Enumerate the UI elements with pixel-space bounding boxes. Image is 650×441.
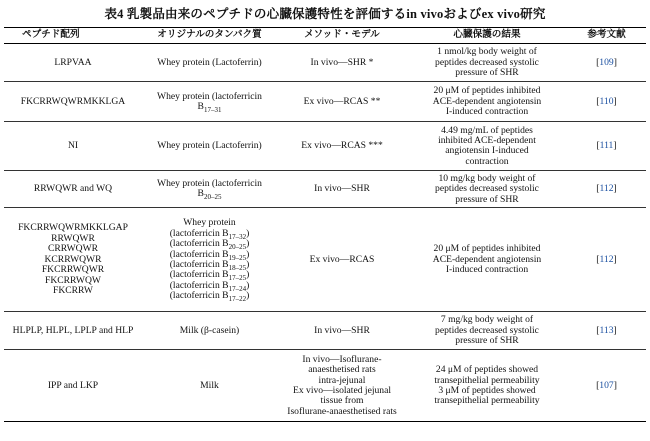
protein-line: [145, 290, 274, 304]
protein-text: B: [197, 100, 204, 112]
result-line: peptides decreased systolic: [435, 183, 539, 195]
peptide-sequence: HLPLP, HLPL, LPLP and HLP: [12, 324, 134, 336]
protein-text: Whey protein (lactoferricin: [157, 178, 262, 189]
method-line: Ex vivo—RCAS **: [303, 95, 381, 107]
original-protein-cell: [142, 171, 277, 208]
reference-link[interactable]: 112: [599, 253, 614, 265]
method-line: tissue from: [320, 395, 364, 407]
protein-suffix: ): [246, 269, 250, 281]
protein-subscript: 20–25: [203, 193, 222, 202]
reference-bracket-open: [: [596, 140, 600, 152]
method-model-cell: [277, 82, 407, 122]
reference-cell: [567, 350, 646, 422]
protein-text: Whey protein (lactoferricin: [157, 90, 262, 102]
result-line: 20 μM of peptides inhibited: [433, 85, 541, 97]
header-references: 参考文献: [567, 28, 646, 44]
result-cell: [407, 171, 567, 208]
result-cell: [407, 44, 567, 82]
protein-text: Whey protein: [183, 217, 236, 229]
result-cell: [407, 208, 567, 312]
reference-cell: [567, 171, 646, 208]
method-line: intra-jejunal: [318, 374, 366, 386]
method-line: In vivo—Isoflurane-: [302, 353, 382, 365]
method-line: In vivo—SHR: [314, 183, 370, 195]
result-line: contraction: [465, 155, 509, 167]
reference-link[interactable]: 111: [599, 140, 614, 152]
protein-subscript: 17–31: [203, 105, 222, 114]
reference-link[interactable]: 110: [599, 95, 614, 107]
protein-text: (lactoferricin B: [169, 227, 229, 239]
result-cell: [407, 350, 567, 422]
peptide-sequence-cell: [4, 44, 142, 82]
result-cell: [407, 312, 567, 350]
method-model-cell: [277, 312, 407, 350]
result-line: 7 mg/kg body weight of: [440, 314, 534, 326]
protein-text: Whey protein (Lactoferrin): [157, 140, 262, 152]
reference-bracket-close: ]: [613, 324, 617, 336]
reference-bracket-open: [: [596, 183, 600, 195]
protein-text: B: [197, 188, 204, 200]
reference-bracket-open: [: [596, 253, 600, 265]
method-model-cell: [277, 171, 407, 208]
peptide-sequence-cell: [4, 171, 142, 208]
peptide-sequence-cell: [4, 122, 142, 171]
protein-subscript: 19–25: [228, 253, 247, 262]
protein-subscript: 17–25: [228, 274, 247, 283]
original-protein-cell: [142, 82, 277, 122]
method-model-cell: [277, 350, 407, 422]
protein-text: (lactoferricin B: [169, 258, 229, 270]
protein-suffix: ): [246, 238, 250, 250]
protein-text: (lactoferricin B: [169, 279, 229, 291]
result-line: pressure of SHR: [455, 335, 519, 347]
result-cell: [407, 122, 567, 171]
protein-text: (lactoferricin B: [169, 290, 229, 302]
original-protein-cell: [142, 208, 277, 312]
reference-bracket-close: ]: [613, 253, 617, 265]
result-line: pressure of SHR: [455, 67, 519, 79]
protein-line: [145, 326, 274, 336]
table-caption: 表4 乳製品由来のペプチドの心臓保護特性を評価するin vivoおよびex vivo研究: [104, 7, 546, 21]
protein-subscript: 20–25: [228, 243, 247, 251]
protein-line: [145, 92, 274, 102]
header-method-model: メソッド・モデル: [277, 28, 407, 44]
peptide-sequence: CRRWQWR: [47, 243, 99, 255]
protein-suffix: ): [246, 290, 250, 302]
reference-bracket-open: [: [596, 324, 600, 336]
peptide-sequence-cell: [4, 350, 142, 422]
protein-line: [145, 141, 274, 151]
original-protein-cell: [142, 44, 277, 82]
protein-text: (lactoferricin B: [169, 248, 229, 260]
result-line: 4.49 mg/mL of peptides: [441, 124, 533, 136]
result-line: 1 nmol/kg body weight of: [437, 46, 537, 58]
peptide-sequence: RRWQWR: [51, 232, 95, 244]
peptide-sequence: FKCRRWQWR: [41, 264, 105, 276]
result-line: transepithelial permeability: [434, 374, 540, 386]
table-row: [4, 82, 646, 122]
method-line: In vivo—SHR *: [310, 56, 374, 68]
reference-bracket-open: [: [596, 56, 600, 68]
method-line: anaesthetised rats: [308, 364, 376, 376]
table-row: [4, 208, 646, 312]
protein-subscript: 18–25: [228, 263, 247, 272]
table-row: [4, 312, 646, 350]
protein-line: [145, 381, 274, 391]
header-original-protein: オリジナルのタンパク質: [142, 28, 277, 44]
protein-suffix: ): [246, 258, 250, 270]
result-line: 3 μM of peptides showed: [438, 384, 536, 396]
peptide-sequence: IPP and LKP: [47, 379, 99, 391]
result-line: ACE-dependent angiotensin: [432, 95, 542, 107]
protein-subscript: 17–24: [228, 284, 247, 293]
original-protein-cell: [142, 312, 277, 350]
result-line: peptides decreased systolic: [435, 324, 539, 336]
reference-cell: [567, 208, 646, 312]
reference-bracket-close: ]: [613, 56, 617, 68]
protein-text: Whey protein (Lactoferrin): [157, 56, 262, 68]
reference-cell: [567, 82, 646, 122]
table-row: [4, 171, 646, 208]
protein-suffix: ): [246, 248, 250, 260]
method-line: In vivo—SHR: [314, 324, 370, 336]
protein-text: Milk: [200, 379, 219, 391]
reference-cell: [567, 44, 646, 82]
protein-suffix: ): [246, 279, 250, 291]
peptide-sequence: LRPVAA: [54, 56, 92, 68]
peptide-sequence-cell: [4, 312, 142, 350]
peptide-sequence: RRWQWR and WQ: [33, 183, 113, 195]
table-row: [4, 44, 646, 82]
peptide-sequence: FKCRRWQWRMKKLGAP: [18, 222, 128, 234]
reference-bracket-open: [: [596, 95, 600, 107]
result-line: ACE-dependent angiotensin: [432, 253, 542, 265]
protein-subscript: 17–22: [228, 295, 247, 304]
reference-link[interactable]: 112: [599, 183, 614, 195]
result-line: I-induced contraction: [445, 264, 529, 276]
result-cell: [407, 82, 567, 122]
peptide-sequence-cell: [4, 208, 142, 312]
table-row: [4, 122, 646, 171]
protein-suffix: ): [246, 227, 250, 239]
header-cardioprotective-result: 心臓保護の結果: [407, 28, 567, 44]
protein-line: [145, 179, 274, 189]
result-line: angiotensin I-induced: [445, 145, 529, 157]
peptide-sequence: FKCRRW: [53, 284, 93, 296]
method-model-cell: [277, 122, 407, 171]
result-line: 24 μM of peptides showed: [435, 364, 539, 376]
method-model-cell: [277, 208, 407, 312]
result-line: transepithelial permeability: [434, 395, 540, 407]
method-model-cell: [277, 44, 407, 82]
protein-line: [145, 58, 274, 68]
method-line: Isoflurane-anaesthetised rats: [287, 405, 397, 417]
reference-cell: [567, 122, 646, 171]
reference-bracket-close: ]: [613, 140, 617, 152]
method-line: Ex vivo—RCAS ***: [301, 140, 383, 152]
original-protein-cell: [142, 350, 277, 422]
original-protein-cell: [142, 122, 277, 171]
protein-subscript: 17–32: [228, 232, 247, 241]
protein-line: [145, 102, 274, 112]
result-line: peptides decreased systolic: [435, 56, 539, 68]
protein-line: [145, 188, 274, 202]
peptide-sequence: FKCRRWQWRMKKLGA: [20, 95, 126, 107]
peptide-sequence-cell: [4, 82, 142, 122]
reference-bracket-close: ]: [613, 183, 617, 195]
header-row: [4, 28, 646, 44]
result-line: I-induced contraction: [445, 106, 529, 118]
result-line: 20 μM of peptides inhibited: [433, 243, 541, 255]
protein-text: (lactoferricin B: [169, 269, 229, 281]
reference-link[interactable]: 107: [599, 379, 614, 391]
peptide-table: [4, 27, 646, 422]
peptide-sequence: KCRRWQWR: [44, 253, 102, 265]
result-line: inhibited ACE-dependent: [438, 135, 536, 146]
result-line: 10 mg/kg body weight of: [438, 172, 536, 184]
header-peptide-sequence: ペプチド配列: [4, 28, 142, 44]
reference-bracket-open: [: [596, 379, 600, 391]
reference-link[interactable]: 109: [599, 56, 614, 68]
reference-bracket-close: ]: [613, 379, 617, 391]
peptide-sequence: FKCRRWQW: [45, 274, 101, 286]
result-line: pressure of SHR: [455, 193, 519, 205]
reference-link[interactable]: 113: [599, 324, 614, 336]
method-line: Ex vivo—RCAS: [309, 253, 375, 265]
method-line: Ex vivo—isolated jejunal: [292, 384, 392, 396]
protein-text: Milk (β-casein): [179, 324, 240, 336]
peptide-sequence: NI: [67, 140, 79, 152]
reference-bracket-close: ]: [613, 95, 617, 107]
table-row: [4, 350, 646, 422]
protein-text: (lactoferricin B: [169, 238, 229, 250]
reference-cell: [567, 312, 646, 350]
